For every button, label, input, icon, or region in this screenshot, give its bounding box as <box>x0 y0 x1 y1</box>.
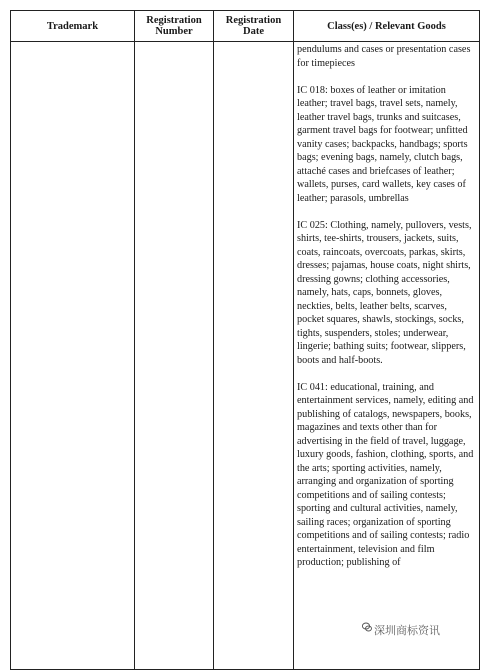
watermark-text: 深圳商标资讯 <box>374 624 440 637</box>
cell-registration-date <box>214 42 294 670</box>
header-classes-goods: Class(es) / Relevant Goods <box>294 11 480 42</box>
wechat-icon <box>362 621 372 633</box>
header-registration-date: Registration Date <box>214 11 294 42</box>
cell-registration-number <box>135 42 214 670</box>
cell-classes-goods <box>294 42 480 670</box>
table-header-row <box>11 11 480 42</box>
goods-paragraph-continued: pendulums and cases or presentation cases for timepieces <box>297 44 471 69</box>
goods-paragraph-ic-018: IC 018: boxes of leather or imitation leather; travel bags, travel sets, namely, leather travel bags, trunks and suitcases, garment travel bags for footwear; unfitted vanity cases; backpacks, handbags; sports bags; evening bags, namely, clutch bags, attaché cases and briefcases of leather; wallets, purses, card wallets, key cases of leather; parasols, umbrellas <box>297 84 468 204</box>
header-registration-number: Registration Number <box>135 11 214 42</box>
goods-paragraph-ic-025: IC 025: Clothing, namely, pullovers, vests, shirts, tee-shirts, trousers, jackets, suits, coats, raincoats, overcoats, parkas, skirts, dresses; pajamas, house coats, night shirts, dressing gowns; clothing accessories, namely, hats, caps, bonnets, gloves, neckties, belts, leather belts, scarves, pocket squares, shawls, stockings, socks, tights, suspenders, stoles; underwear, lingerie; bathing suits; footwear, slippers, boots and half-boots. <box>297 219 472 366</box>
cell-trademark <box>11 42 135 670</box>
table-row <box>11 42 480 670</box>
trademark-table <box>10 10 480 670</box>
header-trademark: Trademark <box>11 11 135 42</box>
goods-paragraph-ic-041: IC 041: educational, training, and entertainment services, namely, editing and publishing of catalogs, newspapers, books, magazines and texts other than for advertising in the field of travel, luggage, luxury goods, fashion, clothing, sports, and the arts; sporting activities, namely, arranging and organization of sporting competitions and of sailing contests; sporting and cultural activities, namely, sailing races; organization of sporting competitions and of sailing contests; radio entertainment, television and film production; publishing of <box>297 381 474 568</box>
